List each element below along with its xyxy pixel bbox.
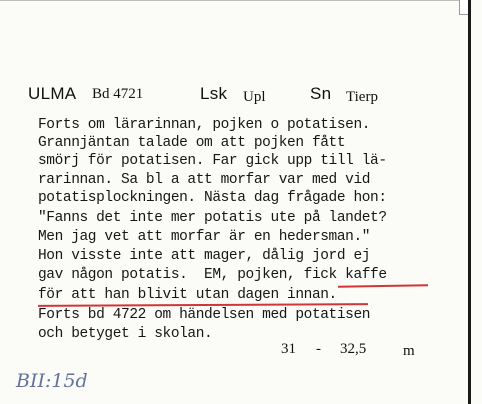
body-line: Grannjäntan talade om att pojken fått	[38, 135, 346, 151]
red-underline	[38, 303, 368, 306]
body-line: Forts bd 4722 om händelsen med potatisen	[38, 307, 371, 323]
landskap-value: Upl	[243, 89, 266, 105]
volume-number: Bd 4721	[92, 86, 144, 102]
page-range-to: 32,5	[340, 341, 367, 357]
card-top-edge	[0, 0, 470, 1]
handwritten-shelfmark: BII:15d	[16, 370, 88, 392]
body-line: smörj för potatisen. Far gick upp till lä-	[38, 153, 387, 169]
body-line: Forts om lärarinnan, pojken o potatisen.	[38, 117, 371, 133]
body-line: rarinnan. Sa bl a att morfar var med vid	[38, 172, 371, 188]
page-range-from: 31	[281, 341, 296, 357]
landskap-label: Lsk	[200, 84, 228, 103]
red-underline	[338, 284, 428, 287]
socken-value: Tierp	[346, 89, 378, 105]
page-range-dash: -	[316, 341, 321, 357]
page-range-unit: m	[403, 343, 415, 359]
body-line: Men jag vet att morfar är en hedersman."	[38, 229, 371, 245]
body-line: för att han blivit utan dagen innan.	[38, 287, 337, 303]
socken-label: Sn	[310, 84, 332, 103]
body-line: Hon visste inte att mager, dålig jord ej	[38, 248, 371, 264]
body-line: potatisplockningen. Nästa dag frågade hon:	[38, 190, 387, 206]
body-line: "Fanns det inte mer potatis ute på landet?	[38, 210, 387, 226]
card-right-edge	[468, 0, 471, 404]
dialect-archive-label: ULMA	[28, 84, 77, 103]
body-line: gav någon potatis. EM, pojken, fick kaffe	[38, 267, 387, 283]
body-line: och betyget i skolan.	[38, 326, 213, 342]
